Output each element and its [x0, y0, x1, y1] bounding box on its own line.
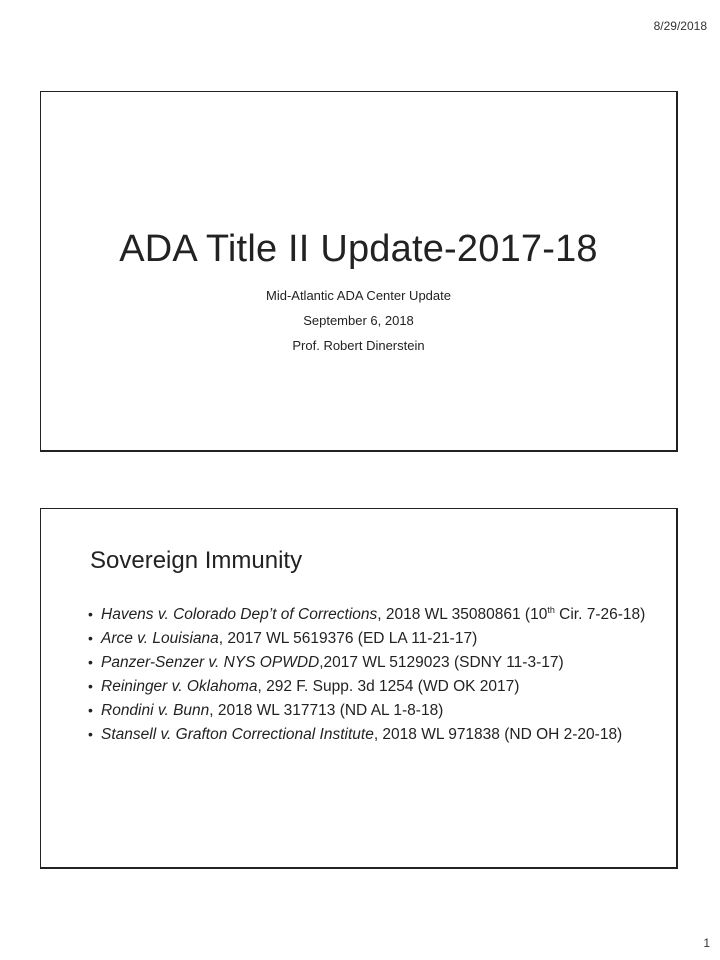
case-citation: , 2017 WL 5619376 (ED LA 11-21-17) [218, 630, 478, 647]
event-date: September 6, 2018 [303, 313, 414, 328]
case-name: Arce v. Louisiana [101, 630, 219, 647]
bullet-icon: • [88, 630, 93, 646]
list-item [89, 653, 646, 672]
case-citation: , 2018 WL 971838 (ND OH 2-20-18) [373, 726, 623, 743]
content-slide [40, 508, 678, 869]
list-item [89, 701, 646, 720]
title-slide [40, 91, 678, 452]
page-date: 8/29/2018 [653, 19, 707, 33]
bullet-icon: • [88, 726, 93, 742]
case-citation-end: Cir. 7-26-18) [554, 606, 646, 623]
presenter-name: Prof. Robert Dinerstein [292, 338, 425, 353]
case-list [89, 605, 646, 749]
title-block [41, 228, 676, 358]
case-citation: , 2018 WL 317713 (ND AL 1-8-18) [209, 702, 444, 719]
case-citation: ,2017 WL 5129023 (SDNY 11-3-17) [319, 654, 564, 671]
page-number: 1 [703, 936, 710, 950]
list-item [89, 677, 646, 696]
case-name: Stansell v. Grafton Correctional Institute [101, 726, 374, 743]
event-name: Mid-Atlantic ADA Center Update [266, 288, 451, 303]
case-name: Panzer-Senzer v. NYS OPWDD [101, 654, 320, 671]
subtitle-group [41, 283, 676, 358]
case-name: Rondini v. Bunn [101, 702, 210, 719]
case-name: Reininger v. Oklahoma [101, 678, 258, 695]
bullet-icon: • [88, 702, 93, 718]
presentation-title: ADA Title II Update-2017-18 [119, 228, 598, 270]
list-item [89, 605, 646, 624]
bullet-icon: • [88, 606, 93, 622]
list-item [89, 629, 646, 648]
slide-heading: Sovereign Immunity [90, 547, 303, 574]
list-item [89, 725, 646, 744]
bullet-icon: • [88, 654, 93, 670]
case-citation: , 292 F. Supp. 3d 1254 (WD OK 2017) [257, 678, 520, 695]
bullet-icon: • [88, 678, 93, 694]
ordinal-suffix: th [547, 604, 555, 615]
case-citation: , 2018 WL 35080861 (10 [377, 606, 548, 623]
case-name: Havens v. Colorado Dep’t of Corrections [101, 606, 378, 623]
